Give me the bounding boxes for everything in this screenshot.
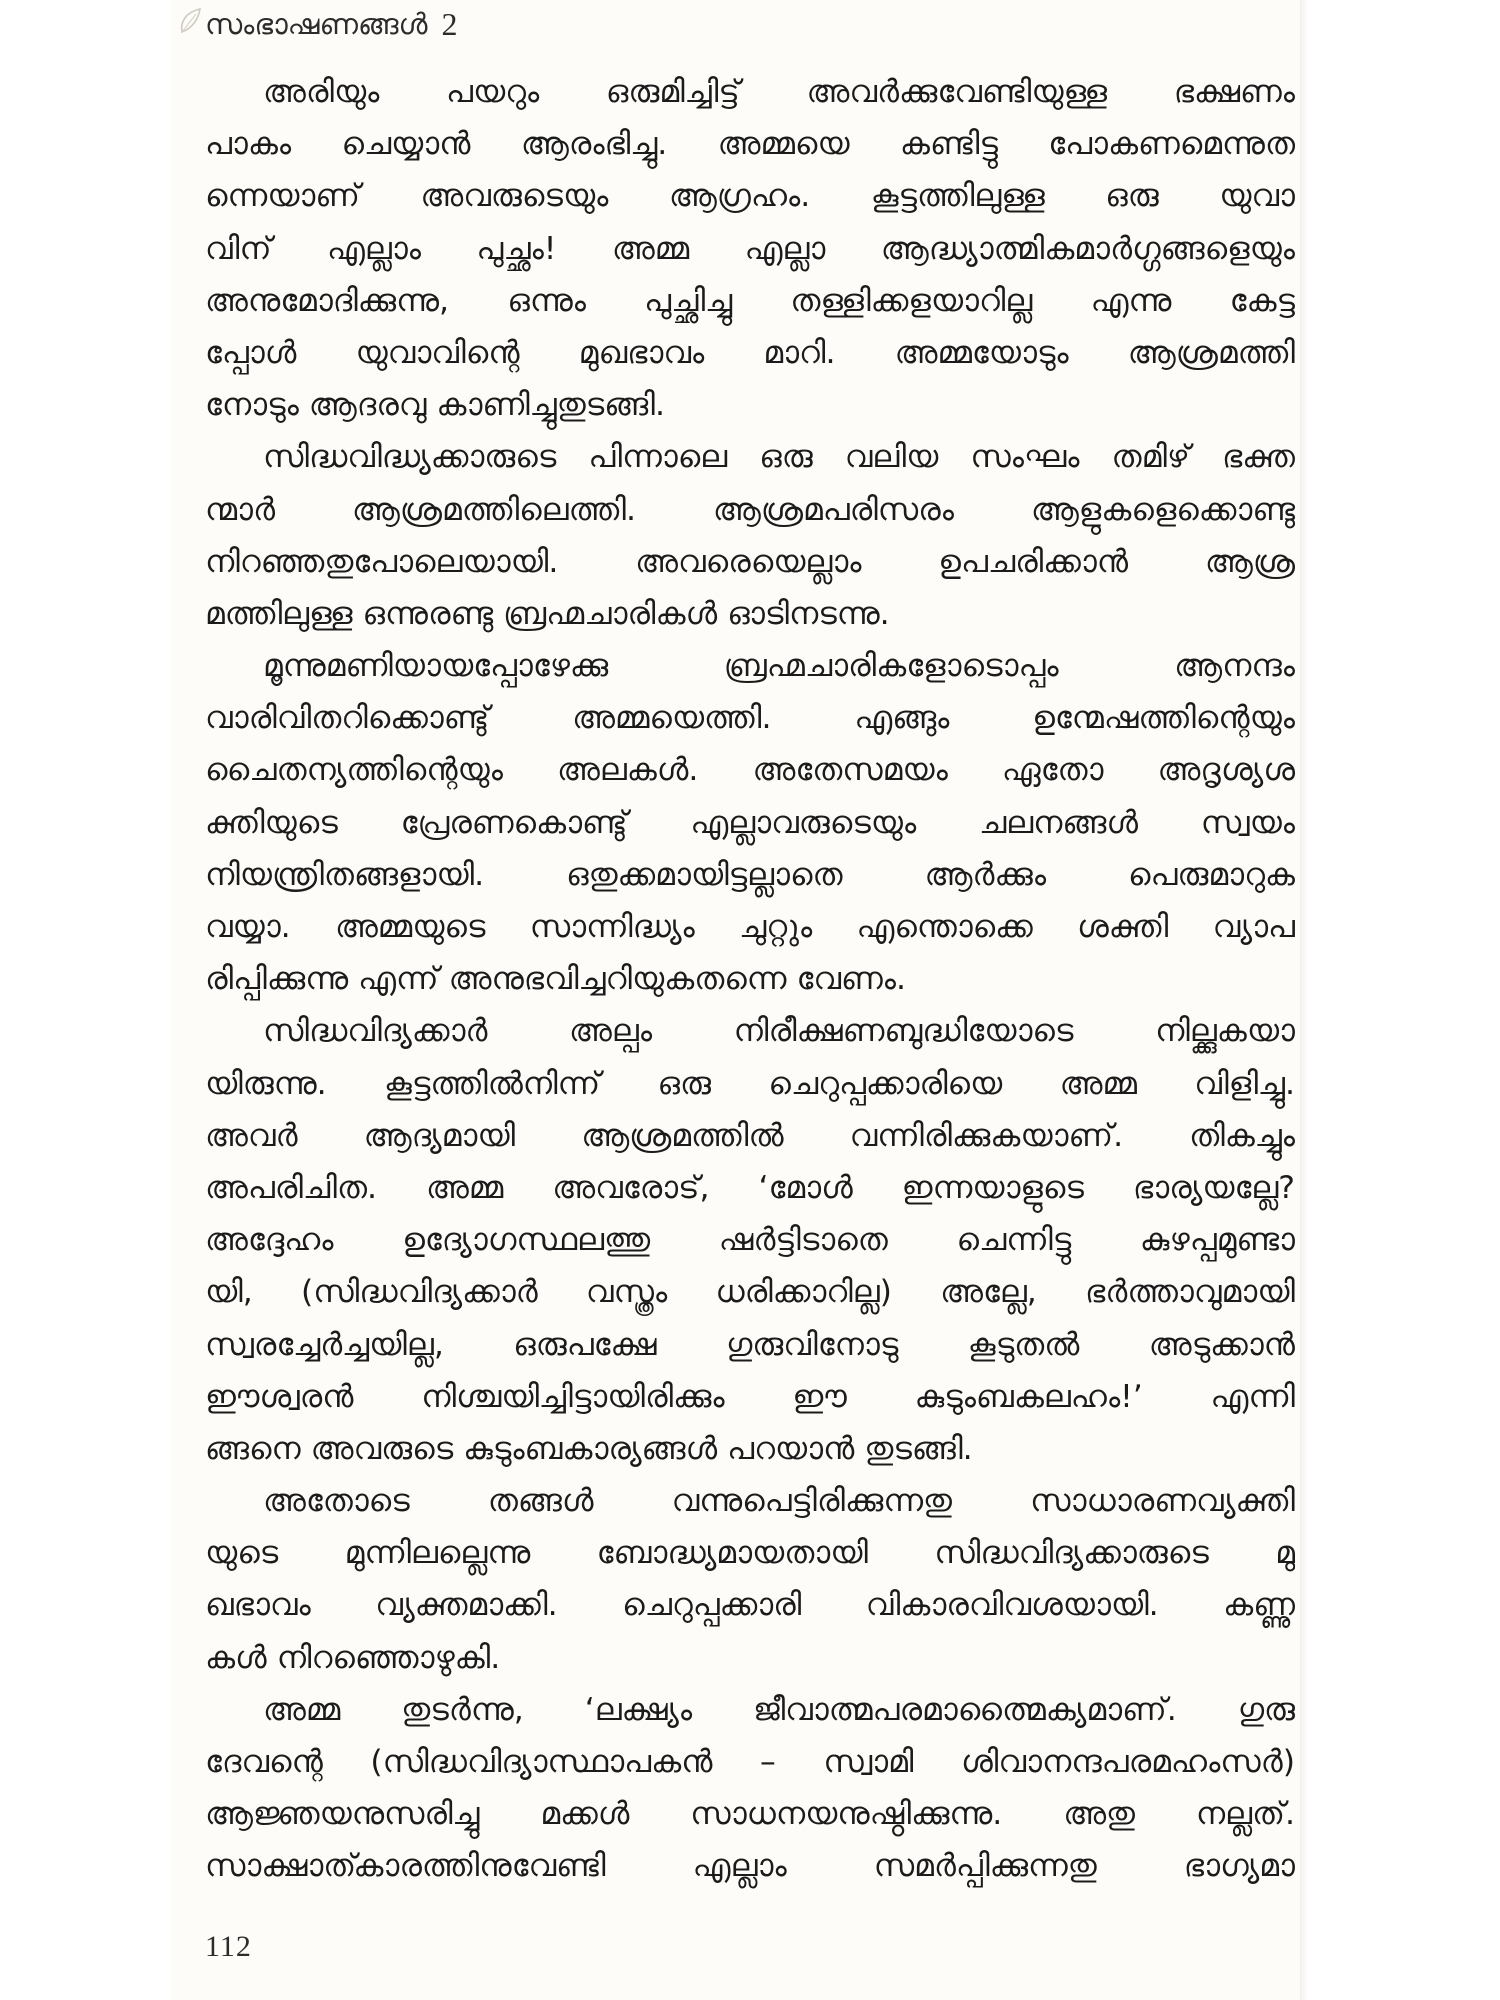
- text-line: രിപ്പിക്കുന്നു എന്ന് അനുഭവിച്ചറിയുകതന്നെ വേണം.: [205, 961, 906, 998]
- running-header: [205, 2, 458, 46]
- text-line: സിദ്ധവിദ്ധ്യക്കാരുടെ പിന്നാലെ ഒരു വലിയ സംഘം തമിഴ് ഭക്ത: [263, 439, 1295, 476]
- text-line: ദേവന്റെ (സിദ്ധവിദ്യാസ്ഥാപകൻ – സ്വാമി ശിവാനന്ദപരമഹംസർ): [205, 1744, 1295, 1780]
- text-line: അരിയും പയറും ഒരുമിച്ചിട്ട് അവർക്കുവേണ്ടിയുള്ള ഭക്ഷണം: [263, 74, 1295, 110]
- text-line: ചൈതന്യത്തിന്റെയും അലകൾ. അതേസമയം ഏതോ അദൃശ്യശ: [205, 752, 1295, 789]
- paragraph: [205, 1475, 1295, 1684]
- text-line: സ്വരച്ചേർച്ചയില്ല, ഒരുപക്ഷേ ഗുരുവിനോടു കൂടുതൽ അടുക്കാൻ: [205, 1326, 1295, 1363]
- header-volume-number: 2: [441, 5, 458, 42]
- body-text: [205, 66, 1295, 1893]
- page-number: 112: [205, 1930, 252, 1963]
- paragraph: [205, 640, 1295, 1005]
- text-line: യിരുന്നു. കൂട്ടത്തിൽനിന്ന് ഒരു ചെറുപ്പക്കാരിയെ അമ്മ വിളിച്ചു.: [205, 1065, 1295, 1102]
- page-edge-shadow: [1300, 0, 1308, 2000]
- paragraph: [205, 1005, 1295, 1475]
- text-line: അവർ ആദ്യമായി ആശ്രമത്തിൽ വന്നിരിക്കുകയാണ്. തികച്ചും: [205, 1117, 1295, 1154]
- leaf-ornament-icon: [178, 6, 204, 36]
- text-line: യി, (സിദ്ധവിദ്യക്കാർ വസ്ത്രം ധരിക്കാറില്ല) അല്ലേ, ഭർത്താവുമായി: [205, 1274, 1295, 1311]
- text-line: മത്തിലുള്ള ഒന്നുരണ്ടു ബ്രഹ്മചാരികൾ ഓടിനടന്നു.: [205, 595, 890, 632]
- text-line: ന്മാർ ആശ്രമത്തിലെത്തി. ആശ്രമപരിസരം ആളുകളെക്കൊണ്ടു: [205, 491, 1295, 528]
- text-line: മൂന്നുമണിയായപ്പോഴേക്കു ബ്രഹ്മചാരികളോടൊപ്പം ആനന്ദം: [263, 648, 1295, 685]
- text-line: അദ്ദേഹം ഉദ്യോഗസ്ഥലത്തു ഷർട്ടിടാതെ ചെന്നിട്ടു കുഴപ്പമുണ്ടാ: [205, 1222, 1295, 1259]
- text-line: നിയന്ത്രിതങ്ങളായി. ഒതുക്കമായിട്ടല്ലാതെ ആർക്കും പെരുമാറുക: [205, 856, 1295, 893]
- text-line: അമ്മ തുടർന്നു, ‘ലക്ഷ്യം ജീവാത്മപരമാത്മൈക്യമാണ്. ഗുരു: [263, 1691, 1295, 1728]
- text-line: അതോടെ തങ്ങൾ വന്നുപെട്ടിരിക്കുന്നതു സാധാരണവ്യക്തി: [263, 1483, 1295, 1520]
- text-line: വയ്യാ. അമ്മയുടെ സാന്നിദ്ധ്യം ചുറ്റും എന്തൊക്കെ ശക്തി വ്യാപ: [205, 909, 1295, 945]
- text-line: പ്പോൾ യുവാവിന്റെ മുഖഭാവം മാറി. അമ്മയോടും ആശ്രമത്തി: [205, 334, 1295, 371]
- text-line: വാരിവിതറിക്കൊണ്ടു് അമ്മയെത്തി. എങ്ങും ഉന്മേഷത്തിന്റെയും: [205, 700, 1295, 737]
- text-line: ന്നെയാണ് അവരുടെയും ആഗ്രഹം. കൂട്ടത്തിലുള്ള ഒരു യുവാ: [205, 178, 1295, 215]
- text-line: ആജ്ഞയനുസരിച്ചു മക്കൾ സാധനയനുഷ്ഠിക്കുന്നു. അതു നല്ലത്.: [205, 1796, 1295, 1833]
- text-line: യുടെ മുന്നിലല്ലെന്നു ബോദ്ധ്യമായതായി സിദ്ധവിദ്യക്കാരുടെ മു: [205, 1535, 1295, 1572]
- text-line: വിന് എല്ലാം പുച്ഛം! അമ്മ എല്ലാ ആദ്ധ്യാത്മികമാർഗ്ഗങ്ങളെയും: [205, 230, 1295, 267]
- text-line: പാകം ചെയ്യാൻ ആരംഭിച്ചു. അമ്മയെ കണ്ടിട്ടു പോകണമെന്നുത: [205, 126, 1295, 163]
- header-title: സംഭാഷണങ്ങൾ: [205, 6, 428, 41]
- text-line: കൾ നിറഞ്ഞൊഴുകി.: [205, 1639, 501, 1676]
- text-line: അനുമോദിക്കുന്നു, ഒന്നും പുച്ഛിച്ചു തള്ളിക്കളയാറില്ല എന്നു കേട്ട: [205, 282, 1295, 319]
- paragraph: [205, 1684, 1295, 1893]
- text-line: ക്തിയുടെ പ്രേരണകൊണ്ടു് എല്ലാവരുടെയും ചലനങ്ങൾ സ്വയം: [205, 804, 1295, 841]
- text-line: അപരിചിത. അമ്മ അവരോട്, ‘മോൾ ഇന്നയാളുടെ ഭാര്യയല്ലേ?: [205, 1169, 1295, 1206]
- text-line: സിദ്ധവിദ്യക്കാർ അല്പം നിരീക്ഷണബുദ്ധിയോടെ നില്ക്കുകയാ: [263, 1013, 1295, 1050]
- paragraph: [205, 66, 1295, 431]
- text-line: ങ്ങനെ അവരുടെ കുടുംബകാര്യങ്ങൾ പറയാൻ തുടങ്ങി.: [205, 1430, 973, 1467]
- text-line: സാക്ഷാത്കാരത്തിനുവേണ്ടി എല്ലാം സമർപ്പിക്കുന്നതു ഭാഗ്യമാ: [205, 1848, 1295, 1885]
- paragraph: [205, 431, 1295, 640]
- text-line: നോടും ആദരവു കാണിച്ചുതുടങ്ങി.: [205, 387, 666, 424]
- text-line: ഈശ്വരൻ നിശ്ചയിച്ചിട്ടായിരിക്കും ഈ കുടുംബകലഹം!’ എന്നി: [205, 1378, 1295, 1415]
- text-line: ഖഭാവം വ്യക്തമാക്കി. ചെറുപ്പക്കാരി വികാരവിവശയായി. കണ്ണു: [205, 1587, 1295, 1624]
- text-line: നിറഞ്ഞതുപോലെയായി. അവരെയെല്ലാം ഉപചരിക്കാൻ ആശ്ര: [205, 543, 1295, 580]
